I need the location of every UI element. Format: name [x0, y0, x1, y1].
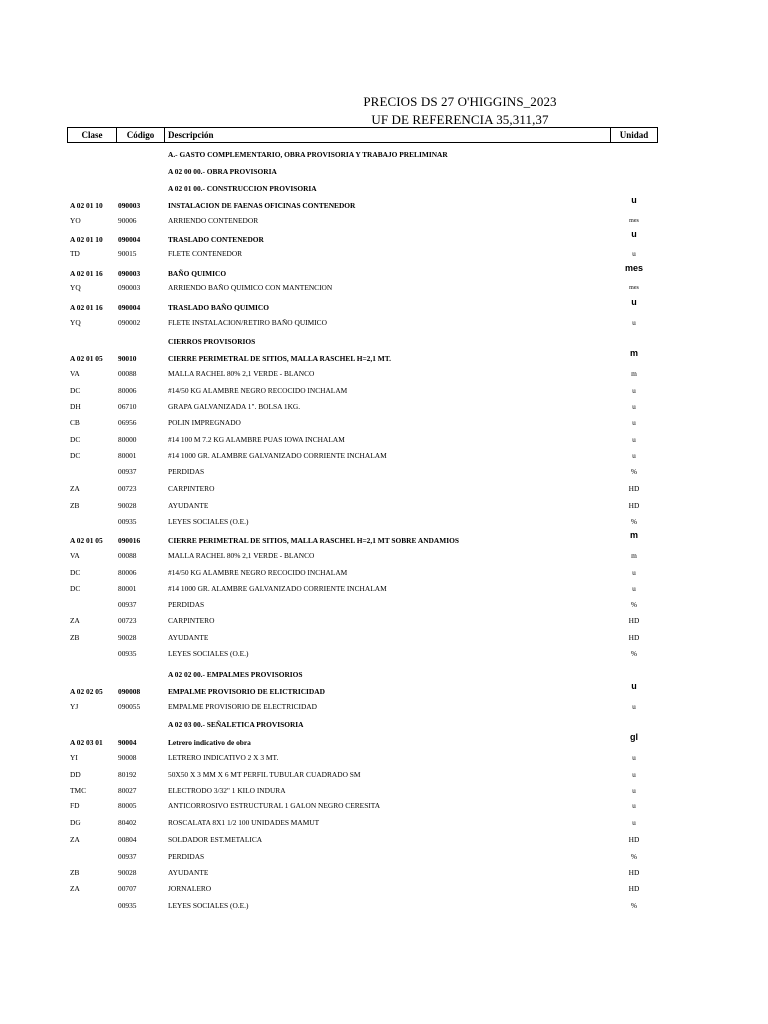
clase-cell: YI — [70, 753, 78, 762]
component-row — [0, 466, 768, 478]
descripcion-cell: BAÑO QUIMICO — [168, 269, 227, 278]
clase-cell: A 02 01 10 — [70, 235, 103, 244]
clase-cell: FD — [70, 801, 80, 810]
column-header-clase: Clase — [67, 127, 117, 143]
descripcion-cell: A.- GASTO COMPLEMENTARIO, OBRA PROVISORIA Y TRABAJO PRELIMINAR — [168, 150, 448, 159]
unidad-cell: HD — [628, 868, 640, 877]
unidad-cell: % — [630, 901, 638, 910]
unidad-cell: mes — [624, 263, 643, 273]
descripcion-cell: GRAPA GALVANIZADA 1". BOLSA 1KG. — [168, 402, 301, 411]
codigo-cell: 80006 — [118, 568, 137, 577]
codigo-cell: 090016 — [118, 536, 141, 545]
item-row — [0, 195, 768, 212]
codigo-cell: 090055 — [118, 702, 141, 711]
codigo-cell: 00935 — [118, 649, 137, 658]
unidad-cell: u — [631, 229, 637, 239]
clase-cell: VA — [70, 551, 80, 560]
codigo-cell: 00937 — [118, 467, 137, 476]
item-row — [0, 681, 768, 698]
unidad-cell: u — [632, 402, 636, 411]
descripcion-cell: #14 100 M 7.2 KG ALAMBRE PUAS IOWA INCHALAM — [168, 435, 345, 444]
unidad-cell: u — [631, 297, 637, 307]
descripcion-cell: CIERRE PERIMETRAL DE SITIOS, MALLA RASCHEL H=2,1 MT SOBRE ANDAMIOS — [168, 536, 459, 545]
clase-cell: YQ — [70, 318, 81, 327]
descripcion-cell: CIERRE PERIMETRAL DE SITIOS, MALLA RASCHEL H=2,1 MT. — [168, 354, 391, 363]
clase-cell: DC — [70, 584, 81, 593]
descripcion-cell: #14/50 KG ALAMBRE NEGRO RECOCIDO INCHALAM — [168, 568, 348, 577]
component-row — [0, 752, 768, 764]
item-row — [0, 732, 768, 749]
reference-uf-line: UF DE REFERENCIA 35,311,37 — [371, 112, 549, 127]
descripcion-cell: AYUDANTE — [168, 633, 209, 642]
unidad-cell: HD — [628, 884, 640, 893]
descripcion-cell: TRASLADO BAÑO QUIMICO — [168, 303, 270, 312]
descripcion-cell: TRASLADO CONTENEDOR — [168, 235, 264, 244]
clase-cell: DD — [70, 770, 81, 779]
codigo-cell: 90006 — [118, 216, 137, 225]
component-row — [0, 500, 768, 512]
unidad-cell: m — [629, 348, 638, 358]
unidad-cell: u — [632, 753, 636, 762]
component-row — [0, 599, 768, 611]
codigo-cell: 80006 — [118, 386, 137, 395]
component-row — [0, 434, 768, 446]
component-row — [0, 385, 768, 397]
descripcion-cell: LEYES SOCIALES (O.E.) — [168, 901, 249, 910]
descripcion-cell: ELECTRODO 3/32" 1 KILO INDURA — [168, 786, 286, 795]
unidad-cell: u — [632, 568, 636, 577]
unidad-cell: u — [632, 451, 636, 460]
descripcion-cell: MALLA RACHEL 80% 2,1 VERDE - BLANCO — [168, 369, 315, 378]
codigo-cell: 090002 — [118, 318, 141, 327]
unidad-cell: u — [631, 195, 637, 205]
component-row — [0, 817, 768, 829]
clase-cell: CB — [70, 418, 80, 427]
item-row — [0, 263, 768, 280]
codigo-cell: 00088 — [118, 369, 137, 378]
descripcion-cell: POLIN IMPREGNADO — [168, 418, 241, 427]
codigo-cell: 090003 — [118, 201, 141, 210]
codigo-cell: 00088 — [118, 551, 137, 560]
descripcion-cell: JORNALERO — [168, 884, 212, 893]
descripcion-cell: CARPINTERO — [168, 484, 215, 493]
unidad-cell: HD — [628, 484, 640, 493]
clase-cell: ZA — [70, 484, 80, 493]
component-row — [0, 450, 768, 462]
codigo-cell: 80027 — [118, 786, 137, 795]
component-row — [0, 483, 768, 495]
codigo-cell: 06956 — [118, 418, 137, 427]
descripcion-cell: #14 1000 GR. ALAMBRE GALVANIZADO CORRIENTE INCHALAM — [168, 584, 387, 593]
clase-cell: ZB — [70, 501, 80, 510]
descripcion-cell: ANTICORROSIVO ESTRUCTURAL 1 GALON NEGRO CERESITA — [168, 801, 381, 810]
clase-cell: YQ — [70, 283, 81, 292]
unidad-cell: u — [632, 386, 636, 395]
clase-cell: TMC — [70, 786, 87, 795]
component-row — [0, 550, 768, 562]
clase-cell: VA — [70, 369, 80, 378]
unidad-cell: HD — [628, 501, 640, 510]
codigo-cell: 090004 — [118, 235, 141, 244]
component-row — [0, 800, 768, 812]
codigo-cell: 90028 — [118, 633, 137, 642]
clase-cell: A 02 01 10 — [70, 201, 103, 210]
clase-cell: TD — [70, 249, 80, 258]
codigo-cell: 90008 — [118, 753, 137, 762]
codigo-cell: 80402 — [118, 818, 137, 827]
column-header-codigo: Código — [116, 127, 165, 143]
clase-cell: ZA — [70, 616, 80, 625]
codigo-cell: 06710 — [118, 402, 137, 411]
unidad-cell: mes — [629, 218, 639, 224]
descripcion-cell: ARRIENDO BAÑO QUIMICO CON MANTENCION — [168, 283, 333, 292]
unidad-cell: u — [632, 418, 636, 427]
clase-cell: ZA — [70, 835, 80, 844]
descripcion-cell: PERDIDAS — [168, 600, 205, 609]
component-row — [0, 615, 768, 627]
item-row — [0, 297, 768, 314]
component-row — [0, 417, 768, 429]
component-row — [0, 785, 768, 797]
unidad-cell: % — [630, 600, 638, 609]
component-row — [0, 215, 768, 227]
codigo-cell: 00937 — [118, 600, 137, 609]
codigo-cell: 80001 — [118, 451, 137, 460]
component-row — [0, 317, 768, 329]
unidad-cell: HD — [628, 835, 640, 844]
descripcion-cell: PERDIDAS — [168, 852, 205, 861]
codigo-cell: 90028 — [118, 868, 137, 877]
component-row — [0, 516, 768, 528]
descripcion-cell: FLETE INSTALACION/RETIRO BAÑO QUIMICO — [168, 318, 327, 327]
codigo-cell: 00937 — [118, 852, 137, 861]
unidad-cell: gl — [630, 732, 638, 742]
component-row — [0, 769, 768, 781]
clase-cell: DC — [70, 568, 81, 577]
component-row — [0, 648, 768, 660]
unidad-cell: u — [632, 435, 636, 444]
component-row — [0, 401, 768, 413]
clase-cell: A 02 01 05 — [70, 354, 103, 363]
unidad-cell: m — [629, 530, 638, 540]
unidad-cell: m — [631, 369, 637, 378]
codigo-cell: 090003 — [118, 269, 141, 278]
column-header-unidad: Unidad — [610, 127, 658, 143]
unidad-cell: HD — [628, 616, 640, 625]
descripcion-cell: LEYES SOCIALES (O.E.) — [168, 517, 249, 526]
clase-cell: DC — [70, 386, 81, 395]
unidad-cell: u — [632, 702, 636, 711]
unidad-cell: u — [632, 801, 636, 810]
descripcion-cell: 50X50 X 3 MM X 6 MT PERFIL TUBULAR CUADRADO SM — [168, 770, 361, 779]
clase-cell: YO — [70, 216, 81, 225]
clase-cell: DG — [70, 818, 81, 827]
descripcion-cell: #14 1000 GR. ALAMBRE GALVANIZADO CORRIENTE INCHALAM — [168, 451, 387, 460]
item-row — [0, 530, 768, 547]
codigo-cell: 00723 — [118, 484, 137, 493]
codigo-cell: 090004 — [118, 303, 141, 312]
codigo-cell: 00723 — [118, 616, 137, 625]
descripcion-cell: Letrero indicativo de obra — [168, 738, 251, 747]
clase-cell: ZB — [70, 868, 80, 877]
unidad-cell: u — [632, 818, 636, 827]
descripcion-cell: MALLA RACHEL 80% 2,1 VERDE - BLANCO — [168, 551, 315, 560]
codigo-cell: 80192 — [118, 770, 137, 779]
descripcion-cell: AYUDANTE — [168, 501, 209, 510]
unidad-cell: u — [632, 786, 636, 795]
unidad-cell: % — [630, 467, 638, 476]
component-row — [0, 851, 768, 863]
unidad-cell: u — [631, 681, 637, 691]
descripcion-cell: LETRERO INDICATIVO 2 X 3 MT. — [168, 753, 279, 762]
unidad-cell: % — [630, 852, 638, 861]
descripcion-cell: SOLDADOR EST.METALICA — [168, 835, 263, 844]
component-row — [0, 368, 768, 380]
clase-cell: A 02 01 16 — [70, 269, 103, 278]
descripcion-cell: PERDIDAS — [168, 467, 205, 476]
descripcion-cell: ROSCALATA 8X1 1/2 100 UNIDADES MAMUT — [168, 818, 320, 827]
codigo-cell: 090008 — [118, 687, 141, 696]
section-heading-row — [0, 149, 768, 161]
descripcion-cell: AYUDANTE — [168, 868, 209, 877]
codigo-cell: 90010 — [118, 354, 137, 363]
descripcion-cell: CIERROS PROVISORIOS — [168, 337, 256, 346]
codigo-cell: 80005 — [118, 801, 137, 810]
descripcion-cell: CARPINTERO — [168, 616, 215, 625]
unidad-cell: u — [632, 318, 636, 327]
component-row — [0, 900, 768, 912]
component-row — [0, 632, 768, 644]
clase-cell: A 02 01 16 — [70, 303, 103, 312]
codigo-cell: 00935 — [118, 517, 137, 526]
codigo-cell: 80001 — [118, 584, 137, 593]
codigo-cell: 90015 — [118, 249, 137, 258]
unidad-cell: mes — [629, 285, 639, 291]
component-row — [0, 701, 768, 713]
clase-cell: DH — [70, 402, 81, 411]
unidad-cell: u — [632, 249, 636, 258]
codigo-cell: 00804 — [118, 835, 137, 844]
clase-cell: DC — [70, 451, 81, 460]
section-heading-row — [0, 719, 768, 731]
descripcion-cell: A 02 03 00.- SEÑALETICA PROVISORIA — [168, 720, 304, 729]
component-row — [0, 567, 768, 579]
unidad-cell: u — [632, 584, 636, 593]
codigo-cell: 00935 — [118, 901, 137, 910]
item-row — [0, 229, 768, 246]
component-row — [0, 883, 768, 895]
clase-cell: A 02 03 01 — [70, 738, 103, 747]
component-row — [0, 248, 768, 260]
component-row — [0, 282, 768, 294]
section-heading-row — [0, 166, 768, 178]
document-title: PRECIOS DS 27 O'HIGGINS_2023 — [363, 94, 557, 109]
clase-cell: A 02 01 05 — [70, 536, 103, 545]
component-row — [0, 583, 768, 595]
clase-cell: DC — [70, 435, 81, 444]
unidad-cell: m — [631, 551, 637, 560]
unidad-cell: HD — [628, 633, 640, 642]
unidad-cell: u — [632, 770, 636, 779]
codigo-cell: 90004 — [118, 738, 137, 747]
codigo-cell: 90028 — [118, 501, 137, 510]
descripcion-cell: A 02 01 00.- CONSTRUCCION PROVISORIA — [168, 184, 317, 193]
descripcion-cell: A 02 02 00.- EMPALMES PROVISORIOS — [168, 670, 303, 679]
clase-cell: ZA — [70, 884, 80, 893]
component-row — [0, 867, 768, 879]
clase-cell: YJ — [70, 702, 79, 711]
descripcion-cell: #14/50 KG ALAMBRE NEGRO RECOCIDO INCHALAM — [168, 386, 348, 395]
descripcion-cell: EMPALME PROVISORIO DE ELICTRICIDAD — [168, 687, 325, 696]
column-header-descripcion: Descripción — [164, 127, 611, 143]
item-row — [0, 348, 768, 365]
clase-cell: ZB — [70, 633, 80, 642]
clase-cell: A 02 02 05 — [70, 687, 103, 696]
unidad-cell: % — [630, 649, 638, 658]
component-row — [0, 834, 768, 846]
descripcion-cell: A 02 00 00.- OBRA PROVISORIA — [168, 167, 277, 176]
descripcion-cell: INSTALACION DE FAENAS OFICINAS CONTENEDOR — [168, 201, 356, 210]
codigo-cell: 00707 — [118, 884, 137, 893]
descripcion-cell: FLETE CONTENEDOR — [168, 249, 243, 258]
descripcion-cell: EMPALME PROVISORIO DE ELECTRICIDAD — [168, 702, 317, 711]
unidad-cell: % — [630, 517, 638, 526]
codigo-cell: 80000 — [118, 435, 137, 444]
descripcion-cell: ARRIENDO CONTENEDOR — [168, 216, 259, 225]
codigo-cell: 090003 — [118, 283, 141, 292]
descripcion-cell: LEYES SOCIALES (O.E.) — [168, 649, 249, 658]
